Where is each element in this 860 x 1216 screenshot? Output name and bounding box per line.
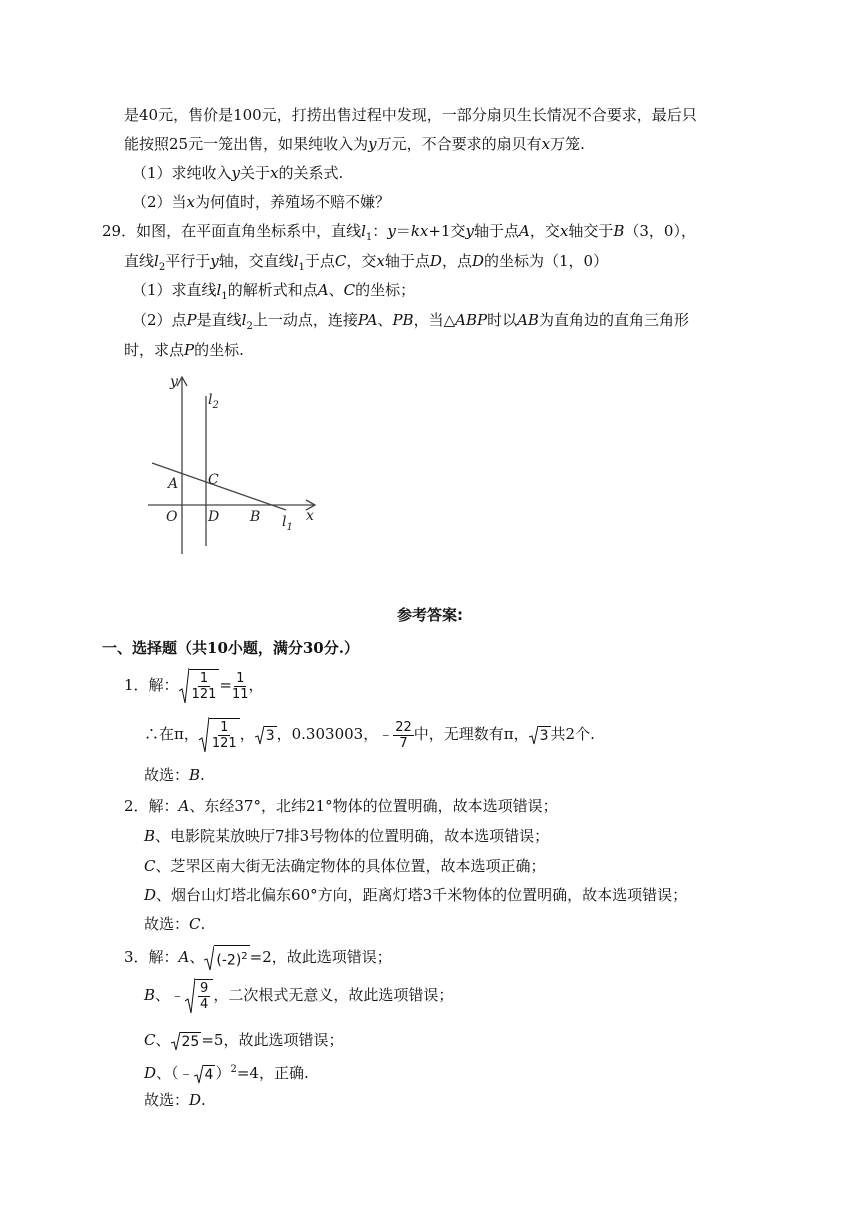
radical-sign-icon: [194, 1064, 203, 1084]
problem-line-2: [124, 133, 585, 155]
text-span: 是直线: [196, 311, 242, 329]
text-span: 、电影院某放映厅7排3号物体的位置明确，故本选项错误；: [155, 827, 550, 845]
sqrt-expression: [185, 977, 213, 1015]
radical-sign-icon: [529, 725, 538, 745]
answers-title: 参考答案:: [397, 606, 463, 624]
fraction: [212, 720, 237, 751]
text-span: 万笼.: [550, 135, 585, 153]
problem-part-1: [132, 162, 343, 184]
subscript: 2: [246, 321, 253, 332]
section-heading: 一、选择题（共10小题，满分30分.）: [102, 639, 359, 657]
text-span: .: [200, 766, 205, 784]
problem-part-2: [132, 191, 390, 213]
answer-2-choice: [144, 913, 205, 935]
text-span: 的坐标；: [355, 281, 416, 299]
text-span: .: [200, 915, 206, 933]
var-l: l: [241, 311, 247, 329]
text-span: 故选：: [144, 1091, 190, 1109]
text-span: 、: [377, 311, 393, 329]
problem-line-1: [124, 104, 697, 126]
answer-2-line-3: [144, 855, 546, 877]
text-span: ，交: [346, 252, 377, 270]
subscript: 1: [298, 262, 305, 273]
choice-letter: C: [189, 915, 201, 933]
option-d: D: [144, 1064, 157, 1082]
origin-label: O: [166, 509, 178, 525]
superscript: 2: [230, 1064, 237, 1075]
radical-sign-icon: [185, 977, 195, 1015]
var-y: y: [231, 164, 241, 182]
text-span: 直线: [124, 252, 155, 270]
denominator: 121: [211, 736, 237, 751]
sqrt-expression: [204, 945, 249, 972]
question-29-part-2: [132, 309, 689, 338]
fraction: [393, 720, 414, 751]
text-span: ）: [215, 1064, 231, 1082]
text-span: 万元，不合要求的扇贝有: [376, 135, 542, 153]
question-29-line-2: [124, 250, 608, 279]
text-span: 的关系式.: [278, 164, 344, 182]
x-axis-label: x: [306, 508, 314, 524]
var-y: y: [368, 135, 377, 153]
question-29-part-1: [132, 279, 415, 308]
coordinate-graph: [146, 374, 336, 560]
var-l: l: [154, 252, 159, 270]
point-c-label: C: [208, 472, 219, 488]
text-span: 、（﹣: [156, 1064, 194, 1082]
radical-sign-icon: [255, 725, 264, 745]
text-span: =5，故此选项错误；: [201, 1031, 344, 1049]
text-span: （2）当: [132, 193, 187, 211]
text-span: （1）求纯收入: [132, 164, 232, 182]
text-span: 的解析式和点: [227, 281, 318, 299]
text-span: 平行于: [165, 252, 211, 270]
point-d-label: D: [208, 509, 220, 525]
l1-label: $l_1$: [282, 514, 293, 533]
text-span: 中，无理数有π，: [413, 725, 529, 743]
option-a: A: [178, 797, 190, 815]
point-d: D: [471, 252, 484, 270]
text-span: (-2): [216, 952, 242, 969]
numerator: 22: [395, 719, 412, 735]
text-span: （3，0），: [624, 222, 696, 240]
text-span: ∴在π，: [144, 725, 199, 743]
text-span: 能按照25元一笼出售，如果纯收入为: [124, 135, 369, 153]
radical-sign-icon: [199, 716, 209, 754]
radicand: [195, 979, 213, 1013]
var-l: l: [216, 281, 222, 299]
text-span: ，当△: [413, 311, 456, 329]
text-span: 的坐标.: [194, 341, 244, 359]
text-span: ，: [248, 676, 264, 694]
question-29-line-1: [102, 220, 696, 249]
text-span: 时，求点: [124, 341, 185, 359]
text-span: ：: [372, 222, 388, 240]
var-x: x: [559, 222, 569, 240]
point-p: P: [186, 311, 197, 329]
text-span: 、: [328, 281, 344, 299]
text-span: 、﹣: [155, 986, 186, 1004]
subscript: 2: [158, 262, 166, 273]
fraction: [192, 671, 217, 702]
text-span: 轴，交直线: [218, 252, 294, 270]
var-x: x: [270, 164, 279, 182]
numerator: 1: [199, 671, 209, 686]
denominator: 7: [399, 735, 408, 751]
text-span: 轴于点: [384, 252, 430, 270]
radicand: [209, 718, 240, 752]
point-c: C: [334, 252, 347, 270]
text-span: （1）求直线: [132, 281, 217, 299]
text-span: 如图，在平面直角坐标系中，直线: [136, 222, 362, 240]
text-span: 、: [155, 1031, 171, 1049]
radicand: 4: [204, 1066, 214, 1083]
y-axis-label: y: [170, 374, 178, 390]
text-span: =2，故此选项错误；: [249, 948, 392, 966]
text-span: =: [219, 676, 232, 694]
option-c: C: [144, 857, 156, 875]
text-span: 、: [189, 948, 205, 966]
text-span: 、烟台山灯塔北偏东60°方向，距离灯塔3千米物体的位置明确，故本选项错误；: [156, 886, 688, 904]
point-a-label: A: [168, 476, 179, 492]
text-span: ，: [239, 725, 255, 743]
numerator: 1: [236, 670, 245, 686]
text-span: 轴交于: [568, 222, 614, 240]
text-span: +1交: [428, 222, 466, 240]
question-number: 29．: [102, 222, 137, 240]
text-span: 、东经37°，北纬21°物体的位置明确，故本选项错误；: [189, 797, 558, 815]
choice-letter: B: [189, 766, 201, 784]
text-span: 的坐标为（1，0）: [483, 252, 609, 270]
point-a: A: [317, 281, 329, 299]
option-b: B: [144, 827, 156, 845]
radicand: 25: [181, 1033, 200, 1050]
text-span: ，二次根式无意义，故此选项错误；: [213, 986, 454, 1004]
sqrt-expression: [199, 716, 240, 754]
text-span: （2）点: [132, 311, 187, 329]
point-b-label: B: [250, 509, 261, 525]
text-span: ＝: [395, 222, 411, 240]
text-span: 故选：: [144, 915, 190, 933]
text-span: 故选：: [144, 766, 190, 784]
point-b: B: [613, 222, 625, 240]
text-span: 上一动点，连接: [252, 311, 358, 329]
radicand: 3: [539, 727, 549, 744]
text-span: ，点: [441, 252, 472, 270]
text-span: 2．解：: [124, 797, 179, 815]
segment-ab: AB: [517, 311, 539, 329]
text-span: ，0.303003，﹣: [276, 725, 394, 743]
answer-3-line-2: [144, 976, 453, 1015]
numerator: 1: [220, 720, 229, 735]
radical-sign-icon: [171, 1031, 180, 1051]
denominator: 121: [191, 687, 217, 702]
var-x: x: [186, 193, 196, 211]
sqrt-expression: [255, 725, 277, 745]
radicand: [214, 945, 249, 972]
sqrt-expression: [194, 1064, 216, 1084]
text-span: 关于: [240, 164, 271, 182]
answer-1-line-1: [124, 666, 264, 705]
l2-label: $l_2$: [208, 392, 219, 411]
var-kx: kx: [410, 222, 429, 240]
answer-1-choice: [144, 764, 205, 786]
text-span: 于点: [304, 252, 335, 270]
fraction: [232, 671, 249, 702]
text-span: ，交: [529, 222, 560, 240]
answer-1-line-2: [144, 715, 595, 754]
text-span: 为直角边的直角三角形: [538, 311, 689, 329]
radicand: 3: [265, 727, 275, 744]
option-c: C: [144, 1031, 156, 1049]
radicand: [189, 669, 220, 703]
sqrt-expression: [179, 667, 220, 705]
fraction: [198, 981, 210, 1012]
var-x: x: [376, 252, 385, 270]
var-l: l: [361, 222, 366, 240]
denominator: 4: [200, 997, 209, 1012]
text-span: 1．解：: [124, 676, 179, 694]
text-span: 时以: [487, 311, 518, 329]
segment-pa: PA: [357, 311, 378, 329]
sqrt-expression: [171, 1031, 202, 1051]
triangle-abp: ABP: [455, 311, 488, 329]
sqrt-expression: [529, 725, 551, 745]
option-b: B: [144, 986, 156, 1004]
point-d: D: [429, 252, 442, 270]
radical-sign-icon: [204, 945, 214, 971]
text-span: 共2个.: [550, 725, 595, 743]
point-p: P: [184, 341, 195, 359]
var-y: y: [387, 222, 396, 240]
numerator: 9: [200, 981, 209, 996]
segment-pb: PB: [392, 311, 414, 329]
text-span: 轴于点: [473, 222, 519, 240]
superscript: 2: [241, 950, 248, 962]
option-d: D: [144, 886, 157, 904]
text-span: 、芝罘区南大街无法确定物体的具体位置，故本选项正确；: [155, 857, 546, 875]
subscript: 1: [221, 291, 228, 302]
answer-2-line-2: [144, 825, 549, 847]
answer-3-line-4: [144, 1058, 309, 1085]
subscript: 1: [365, 232, 373, 243]
radical-sign-icon: [179, 667, 189, 705]
var-y: y: [465, 222, 474, 240]
answer-3-choice: [144, 1089, 206, 1111]
answer-2-line-4: [144, 884, 687, 906]
text-span: =4，正确.: [236, 1064, 309, 1082]
point-a: A: [519, 222, 530, 240]
text-span: 3．解：: [124, 948, 179, 966]
text-span: 是40元，售价是100元，打捞出售过程中发现，一部分扇贝生长情况不合要求，最后只: [124, 106, 697, 124]
choice-letter: D: [189, 1091, 202, 1109]
var-l: l: [293, 252, 299, 270]
question-29-part-2-cont: [124, 339, 244, 361]
denominator: 11: [231, 686, 249, 702]
answer-3-line-3: [144, 1028, 343, 1052]
point-c: C: [343, 281, 356, 299]
answer-2-line-1: [124, 795, 558, 817]
var-y: y: [210, 252, 219, 270]
text-span: .: [201, 1091, 206, 1109]
text-span: 为何值时，养殖场不赔不嫌？: [195, 193, 391, 211]
var-x: x: [541, 135, 551, 153]
answer-3-line-1: [124, 944, 392, 971]
option-a: A: [178, 948, 190, 966]
